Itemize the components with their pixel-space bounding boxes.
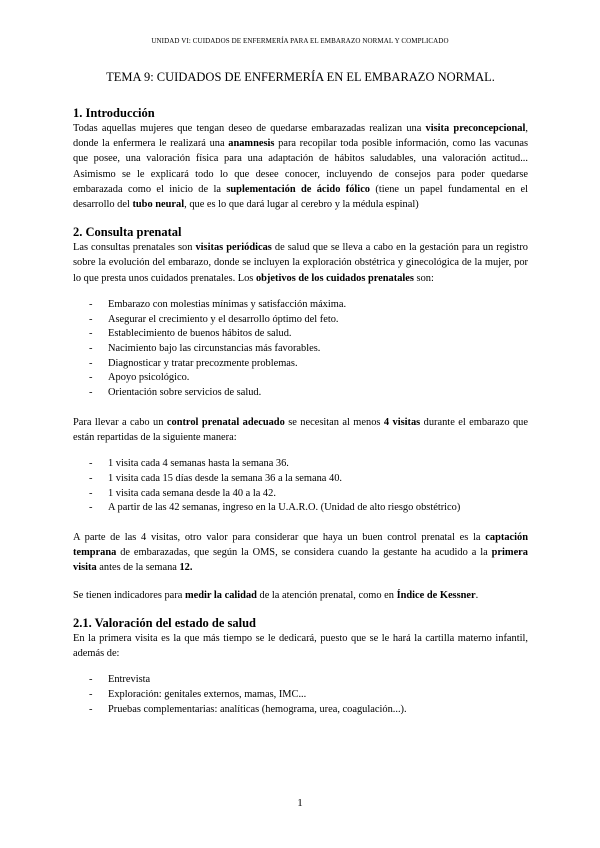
list-item: - A partir de las 42 semanas, ingreso en la U.A.R.O. (Unidad de alto riesgo obstétrico) (89, 502, 461, 514)
list-item: - Pruebas complementarias: analíticas (hemograma, urea, coagulación...). (89, 703, 407, 715)
list-item: - Nacimiento bajo las circunstancias más favorables. (89, 342, 321, 354)
running-header: UNIDAD VI: CUIDADOS DE ENFERMERÍA PARA EL EMBARAZO NORMAL Y COMPLICADO (151, 37, 449, 45)
list-item: - Asegurar el crecimiento y el desarrollo óptimo del feto. (89, 313, 339, 325)
list-item: - 1 visita cada 15 días desde la semana 36 a la semana 40. (89, 472, 342, 484)
list-item: - 1 visita cada semana desde la 40 a la 42. (89, 487, 276, 499)
list-item: - Diagnosticar y tratar precozmente problemas. (89, 357, 298, 369)
valoracion-paragraph: En la primera visita es la que más tiempo se le dedicará, puesto que se le hará la cartilla materno infantil, además de: (73, 632, 528, 659)
list-item: - Orientación sobre servicios de salud. (89, 387, 262, 399)
page-title: TEMA 9: CUIDADOS DE ENFERMERÍA EN EL EMBARAZO NORMAL. (106, 70, 495, 84)
list-item: - Entrevista (89, 674, 151, 686)
section-heading-consulta-prenatal: 2. Consulta prenatal (73, 225, 182, 240)
visits-list (73, 457, 528, 516)
section-heading-introduccion: 1. Introducción (73, 106, 155, 120)
consulta-paragraph-2: Para llevar a cabo un control prenatal adecuado se necesitan al menos 4 visitas durante el embarazo que están repartidas de la siguiente manera: (73, 416, 528, 443)
page-content (73, 70, 528, 717)
section-heading-valoracion: 2.1. Valoración del estado de salud (73, 615, 257, 630)
objectives-list (73, 298, 528, 401)
intro-paragraph: Todas aquellas mujeres que tengan deseo de quedarse embarazadas realizan una visita preconcepcional, donde la enfermera le realizará una anamnesis para recopilar toda posible información, como las vacunas que posee, una valoración física para una adaptación de hábitos saludables, una valoración actitud... Asimismo se le explicará todo lo que desee conocer, incluyendo de consejos para poder quedarse embarazada como el inicio de la suplementación de ácido fólico (tiene un papel fundamental en el desarrollo del tubo neural, que es lo que dará lugar al cerebro y la médula espinal) (73, 123, 528, 211)
page-number: 1 (297, 797, 303, 809)
list-item: - Exploración: genitales externos, mamas, IMC... (89, 688, 307, 700)
list-item: - Establecimiento de buenos hábitos de salud. (89, 328, 292, 340)
list-item: - Apoyo psicológico. (89, 372, 190, 384)
list-item: - 1 visita cada 4 semanas hasta la semana 36. (89, 458, 289, 470)
valoracion-list (73, 673, 528, 717)
consulta-paragraph-3: A parte de las 4 visitas, otro valor para considerar que haya un buen control prenatal es la captación temprana de embarazadas, que según la OMS, se considera cuando la gestante ha acudido a la primera visita antes de la semana 12. (73, 531, 528, 574)
list-item: - Embarazo con molestias mínimas y satisfacción máxima. (89, 298, 347, 310)
consulta-paragraph-1: Las consultas prenatales son visitas periódicas de salud que se lleva a cabo en la gestación para un registro sobre la evolución del embarazo, donde se incluyen la exploración obstétrica y ginecológica de la mujer, por lo que presta unos cuidados prenatales. Los objetivos de los cuidados prenatales son: (73, 242, 528, 284)
consulta-paragraph-4: Se tienen indicadores para medir la calidad de la atención prenatal, como en Índice de Kessner. (73, 589, 479, 601)
